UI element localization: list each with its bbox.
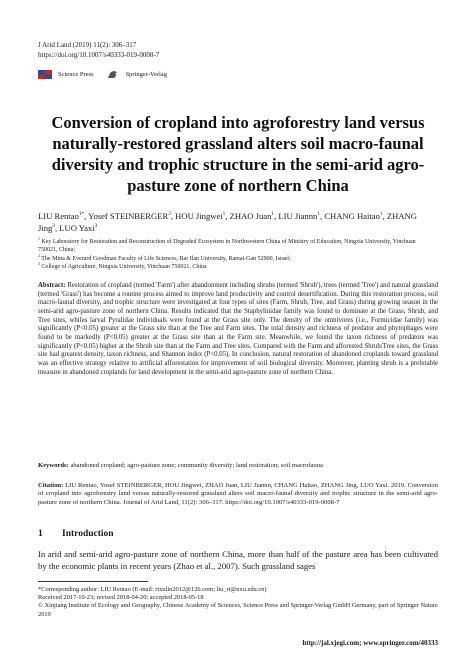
author: LIU Jiannn$^1$,: [278, 211, 325, 221]
footnote-dates: Received 2017-10-23; revised 2018-04-20; accepted 2018-05-18: [38, 594, 204, 602]
footnote-divider: [38, 581, 148, 582]
section-title: Introduction: [62, 529, 114, 539]
footnotes: [38, 586, 438, 619]
springer-horse-icon: [106, 70, 120, 79]
footnote-copyright: © Xinjiang Institute of Ecology and Geography, Chinese Academy of Sciences, Science Press and Springer-Verlag GmbH Germany, part of Springer Nature 2019: [38, 602, 438, 618]
footnote-corresponding: *Corresponding author: LIU Rentao (E-mail: rtxulin2012@126.com; liu_rt@nxu.edu.cn): [38, 586, 267, 593]
abstract-label: Abstract:: [38, 282, 66, 289]
citation-label: Citation:: [38, 482, 64, 489]
body-paragraph: In arid and semi-arid agro-pasture zone of northern China, more than half of the pasture area has been cultivated by the economic plants in recent years (Zhao et al., 2007). Such grassland sages: [38, 549, 438, 571]
section-number: 1: [38, 529, 43, 539]
author: LIU Rentao$^{1*}$,: [38, 211, 89, 221]
citation: [38, 482, 438, 507]
publisher-row: [38, 68, 167, 80]
keywords-text: abandoned cropland; agro-pasture zone; community diversity; land restoration; soil macrofauna: [70, 462, 323, 469]
paper-title: Conversion of cropland into agroforestry land versus naturally-restored grassland alters soil macro-faunal diversity and trophic structure in the semi-arid agro-pasture zone of northern China: [51, 113, 425, 195]
author-list: [38, 210, 438, 234]
author: ZHANG Jing$^3$,: [38, 211, 417, 233]
doi-line[interactable]: https://doi.org/10.1007/s40333-019-0008-7: [38, 51, 160, 59]
citation-text: LIU Rentao, Yosef STEINBERGER, HOU Jingwei, ZHAO Juan, LIU Jiannn, CHANG Haitao, ZHANG Jing, LUO Yaxi. 2019. Conversion of cropland into agroforestry land versus naturally-restored grassland alters soil macro-faunal diversity and trophic structure in the semi-arid agro-pasture zone of northern China. Journal of Arid Land, 11(2): 306–317. https://doi.org/10.1007/s40333-019-0008-7: [38, 482, 438, 506]
science-press-label: Science Press: [58, 70, 94, 78]
keywords: [38, 462, 438, 471]
page-footer-links[interactable]: http://jal.xjegi.com; www.springer.com/40333: [302, 639, 438, 647]
abstract-text: Restoration of cropland (termed 'Farm') after abandonment including shrubs (termed 'Shrub'), trees (termed 'Tree') and natural grassland (termed 'Grass') has become a routine process aimed to improve land productivity and control desertification. During this restoration process, soil macro-faunal diversity, and trophic structure were investigated at four types of sites (Farm, Shrub, Tree, and Grass) during growing season in the semi-arid agro-pasture zone of northern China. Results indicated that the Staphylinidae family was found to dominate at the Grass, Shrub, and Tree sites, whiles larval Pyralidae individuals were found at the Grass site only. The density of the omnivores (i.e., Formicidae family) was significantly (P<0.05) greater at the Grass site than at the Tree and Farm sites. The total density and richness of predator and phytophages were found to be markedly (P<0.05) greater at the Grass site than at the Farm site. Meanwhile, we found the taxon richness of predators was significantly (P<0.05) higher at the Shrub site than at the Farm and Tree sites. Compared with the Farm and afforested Shrub/Tree sites, the Grass site had greatest density, taxon richness, and Shannon index (P<0.05). In conclusion, natural restoration of abandoned croplands toward grassland was an effective strategy relative to artificial afforestation for improvement of soil biological diversity. Moreover, planting shrub is a preferable measure in abandoned croplands for land development in the semi-arid agro-pasture zone of northern China.: [38, 282, 438, 376]
author: LUO Yaxi$^3$: [59, 223, 98, 233]
affiliation-item: $^1$ Key Laboratory for Restoration and Reconstruction of Degraded Ecosystem in Northwestern China of Ministry of Education, Ningxia University, Yinchuan 750021, China;: [38, 237, 416, 254]
affiliations: [38, 238, 436, 272]
affiliation-item: $^3$ College of Agriculture, Ningxia University, Yinchuan 750021, China: [38, 262, 207, 271]
journal-citation-line: J Arid Land (2019) 11(2): 306–317: [38, 41, 137, 49]
author: Yosef STEINBERGER$^2$,: [88, 211, 176, 221]
author: ZHAO Juan$^1$,: [229, 211, 279, 221]
affiliation-item: $^2$ The Mina & Everard Goodman Faculty of Life Sciences, Bar Ilan University, Ramat-Gan 52900, Israel;: [38, 253, 291, 262]
section-heading: [38, 529, 114, 539]
keywords-label: Keywords:: [38, 462, 69, 469]
abstract: [38, 282, 438, 377]
author: CHANG Haitao$^1$,: [324, 211, 387, 221]
science-press-logo-icon: [38, 70, 52, 79]
springer-label: Springer-Verlag: [125, 70, 167, 78]
author: HOU Jingwei$^1$,: [175, 211, 230, 221]
